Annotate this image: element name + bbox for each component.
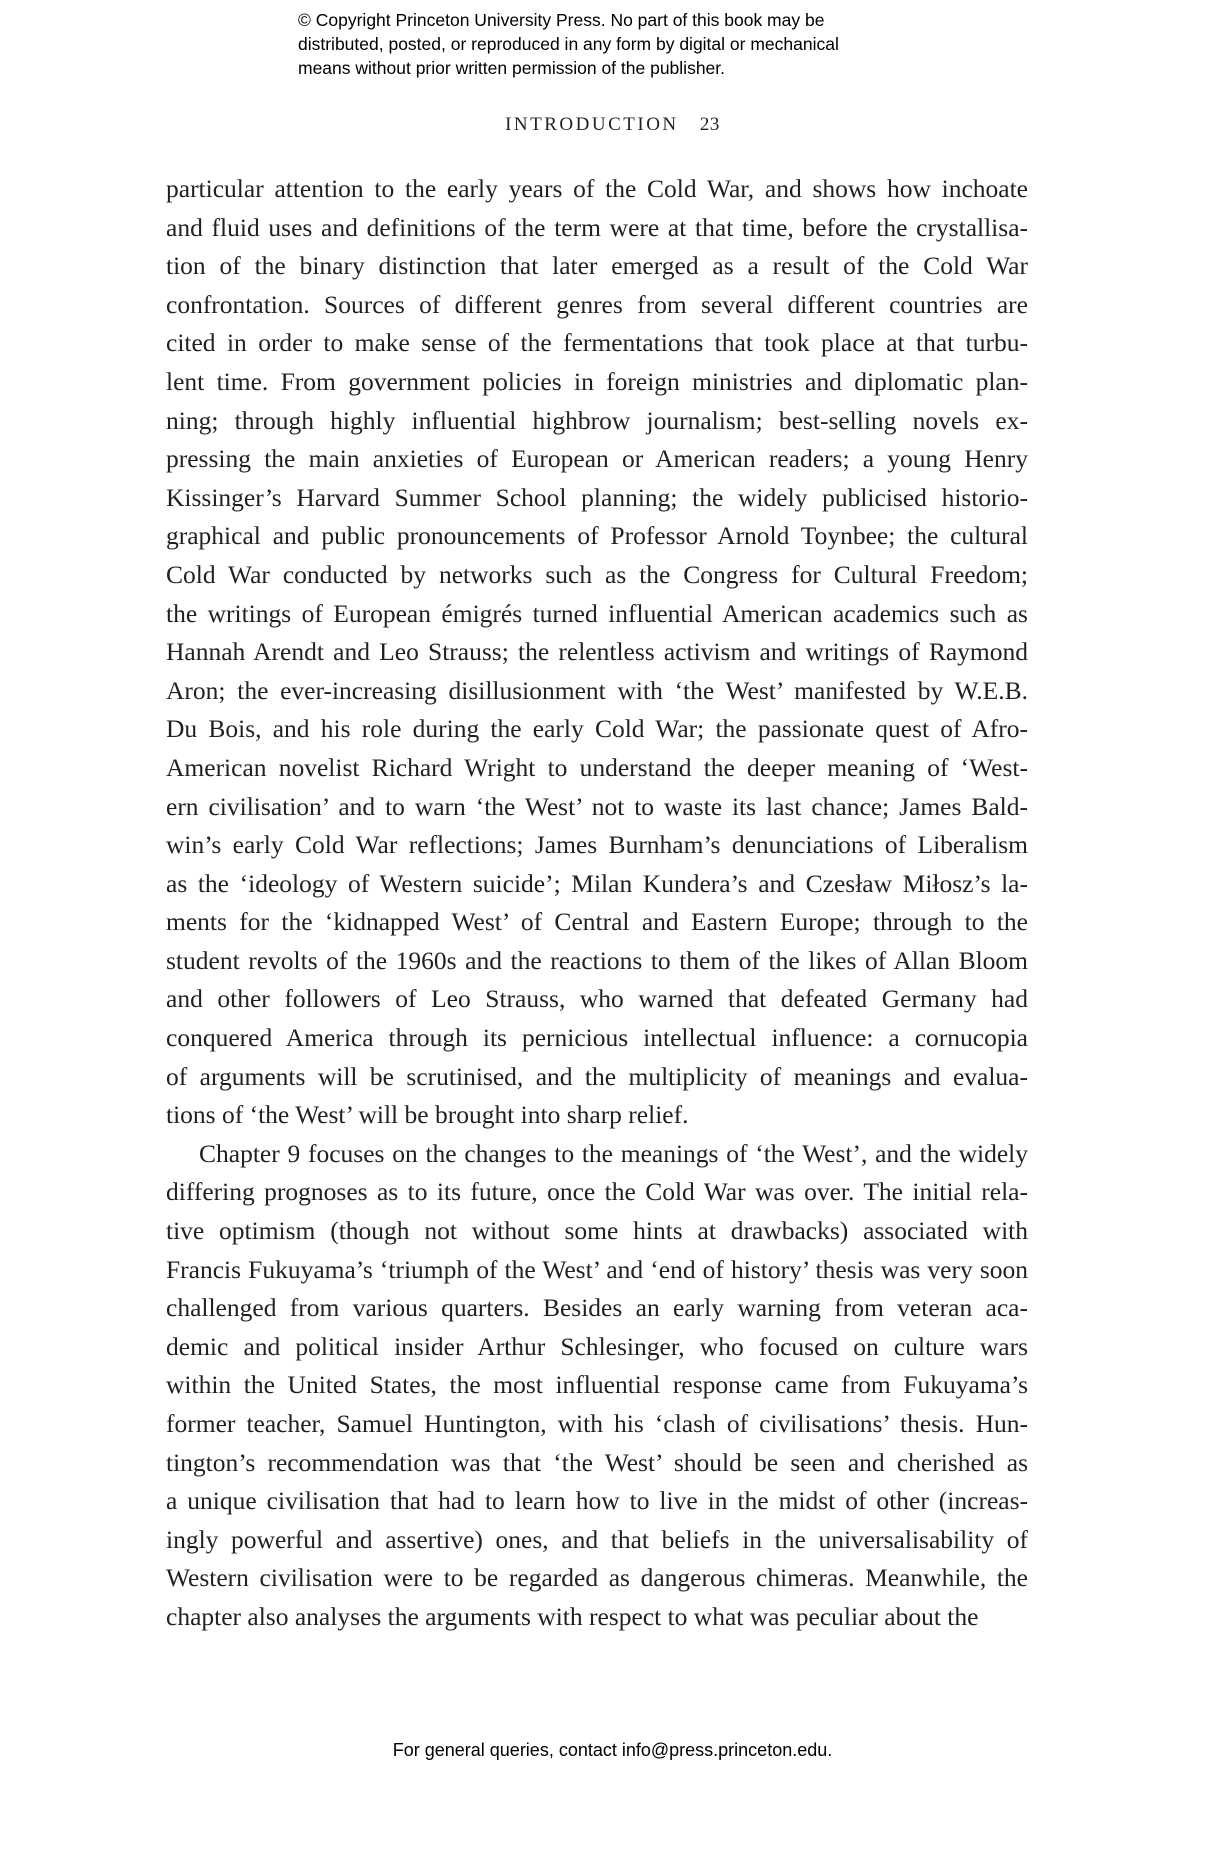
text-line: pressing the main anxieties of European or American readers; a young Henry: [166, 444, 1028, 474]
paragraph: [166, 1135, 1028, 1637]
text-line: demic and political insider Arthur Schlesinger, who focused on culture wars: [166, 1331, 1028, 1361]
text-line: the writings of European émigrés turned influential American academics such as: [166, 598, 1028, 628]
text-line: cited in order to make sense of the fermentations that took place at that turbu-: [166, 328, 1028, 358]
text-line: Cold War conducted by networks such as the Congress for Cultural Freedom;: [166, 559, 1028, 589]
running-head-title: INTRODUCTION: [505, 114, 679, 135]
page-number: 23: [699, 114, 720, 135]
text-line: tive optimism (though not without some hints at drawbacks) associated with: [166, 1216, 1028, 1246]
text-line: student revolts of the 1960s and the reactions to them of the likes of Allan Bloom: [166, 945, 1028, 975]
text-line: and fluid uses and definitions of the term were at that time, before the crystallisa-: [166, 212, 1028, 242]
text-line: tion of the binary distinction that later emerged as a result of the Cold War: [166, 251, 1028, 281]
text-line: chapter also analyses the arguments with respect to what was peculiar about the: [166, 1601, 979, 1631]
text-line: Chapter 9 focuses on the changes to the meanings of ‘the West’, and the widely: [199, 1138, 1028, 1168]
paragraph: [166, 170, 1028, 1135]
text-line: Aron; the ever-increasing disillusionment with ‘the West’ manifested by W.E.B.: [166, 675, 1028, 705]
text-line: within the United States, the most influential response came from Fukuyama’s: [166, 1370, 1028, 1400]
copyright-line: © Copyright Princeton University Press. No part of this book may be: [298, 10, 825, 30]
text-line: win’s early Cold War reflections; James Burnham’s denunciations of Liberalism: [166, 830, 1028, 860]
running-head: [0, 114, 1225, 136]
text-line: ingly powerful and assertive) ones, and that beliefs in the universalisability of: [166, 1524, 1028, 1554]
text-line: and other followers of Leo Strauss, who warned that defeated Germany had: [166, 984, 1028, 1014]
text-line: particular attention to the early years of the Cold War, and shows how inchoate: [166, 174, 1028, 203]
text-line: challenged from various quarters. Besides an early warning from veteran aca-: [166, 1293, 1028, 1323]
text-line: of arguments will be scrutinised, and the multiplicity of meanings and evalua-: [166, 1061, 1028, 1091]
text-line: tions of ‘the West’ will be brought into sharp relief.: [166, 1100, 689, 1130]
text-line: ning; through highly influential highbrow journalism; best-selling novels ex-: [166, 405, 1028, 435]
text-line: graphical and public pronouncements of Professor Arnold Toynbee; the cultural: [166, 521, 1028, 551]
body-text: [166, 170, 1028, 1637]
footer-contact: For general queries, contact info@press.princeton.edu.: [392, 1740, 833, 1760]
copyright-line: distributed, posted, or reproduced in any form by digital or mechanical: [298, 34, 839, 54]
text-line: former teacher, Samuel Huntington, with his ‘clash of civilisations’ thesis. Hun-: [166, 1409, 1028, 1438]
text-line: conquered America through its pernicious intellectual influence: a cornucopia: [166, 1023, 1028, 1053]
text-line: lent time. From government policies in foreign ministries and diplomatic plan-: [166, 366, 1028, 396]
text-line: a unique civilisation that had to learn how to live in the midst of other (increas-: [166, 1486, 1028, 1516]
text-line: Hannah Arendt and Leo Strauss; the relentless activism and writings of Raymond: [166, 637, 1028, 667]
text-line: Kissinger’s Harvard Summer School planning; the widely publicised historio-: [166, 482, 1028, 512]
copyright-line: means without prior written permission of the publisher.: [298, 58, 726, 78]
text-line: Western civilisation were to be regarded as dangerous chimeras. Meanwhile, the: [166, 1563, 1028, 1593]
text-line: Du Bois, and his role during the early Cold War; the passionate quest of Afro-: [166, 714, 1028, 744]
text-line: Francis Fukuyama’s ‘triumph of the West’ and ‘end of history’ thesis was very soon: [166, 1254, 1028, 1284]
text-line: tington’s recommendation was that ‘the West’ should be seen and cherished as: [166, 1447, 1028, 1477]
text-line: confrontation. Sources of different genres from several different countries are: [166, 289, 1028, 319]
text-line: as the ‘ideology of Western suicide’; Milan Kundera’s and Czesław Miłosz’s la-: [166, 868, 1028, 898]
copyright-notice: [298, 8, 938, 80]
text-line: ments for the ‘kidnapped West’ of Central and Eastern Europe; through to the: [166, 907, 1028, 937]
text-line: ern civilisation’ and to warn ‘the West’ not to waste its last chance; James Bald-: [166, 791, 1028, 821]
text-line: differing prognoses as to its future, once the Cold War was over. The initial rela-: [166, 1177, 1028, 1207]
text-line: American novelist Richard Wright to understand the deeper meaning of ‘West-: [166, 752, 1028, 782]
